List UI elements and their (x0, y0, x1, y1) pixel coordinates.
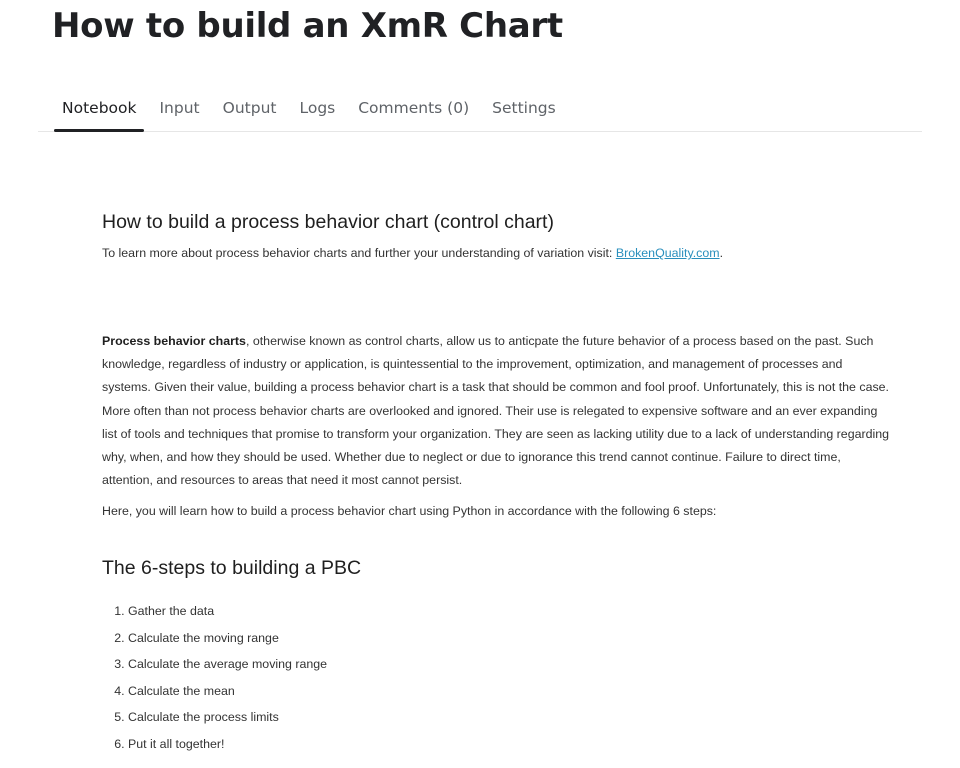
description-text: , otherwise known as control charts, allow us to anticpate the future behavior of a process based on the past. Such knowledge, regardless of industry or application, is quintessential to the improvement, optimization, and management of processes and systems. Given their value, building a process behavior chart is a task that should be common and fool proof. Unfortunately, this is not the case. More often than not process behavior charts are overlooked and ignored. Their use is relegated to expensive software and an ever expanding list of tools and techniques that promise to transform your organization. They are seen as lacking utility due to a lack of understanding regarding why, when, and how they should be used. Whether due to neglect or due to ignorance this trend cannot continue. Failure to direct time, attention, and resources to areas that need it most cannot persist. (102, 334, 890, 488)
page-title: How to build an XmR Chart (52, 6, 563, 46)
tab-notebook[interactable]: Notebook (54, 99, 144, 131)
list-item: 1. Gather the data (128, 598, 327, 625)
tab-output[interactable]: Output (222, 99, 277, 117)
description-bold-term: Process behavior charts (102, 334, 246, 348)
list-item: 4. Calculate the mean (128, 678, 327, 705)
steps-heading: The 6-steps to building a PBC (102, 557, 362, 579)
list-item: 2. Calculate the moving range (128, 625, 327, 652)
intro-section (102, 210, 723, 262)
tab-logs[interactable]: Logs (299, 99, 336, 117)
tab-input[interactable]: Input (159, 99, 200, 117)
tab-comments[interactable]: Comments (0) (358, 99, 470, 117)
section-title: How to build a process behavior chart (control chart) (102, 211, 554, 233)
intro-text (102, 244, 723, 262)
tab-bar (38, 84, 922, 132)
description-paragraph (102, 330, 892, 492)
intro-suffix: . (719, 246, 724, 260)
steps-list (102, 598, 327, 758)
list-item: 6. Put it all together! (128, 731, 327, 758)
intro-prefix: To learn more about process behavior charts and further your understanding of variation visit: (102, 246, 616, 260)
list-item: 3. Calculate the average moving range (128, 651, 327, 678)
list-item: 5. Calculate the process limits (128, 704, 327, 731)
brokenquality-link[interactable]: BrokenQuality.com (615, 246, 720, 260)
tab-settings[interactable]: Settings (492, 99, 556, 117)
steps-intro-paragraph: Here, you will learn how to build a process behavior chart using Python in accordance with the following 6 steps: (102, 504, 717, 518)
